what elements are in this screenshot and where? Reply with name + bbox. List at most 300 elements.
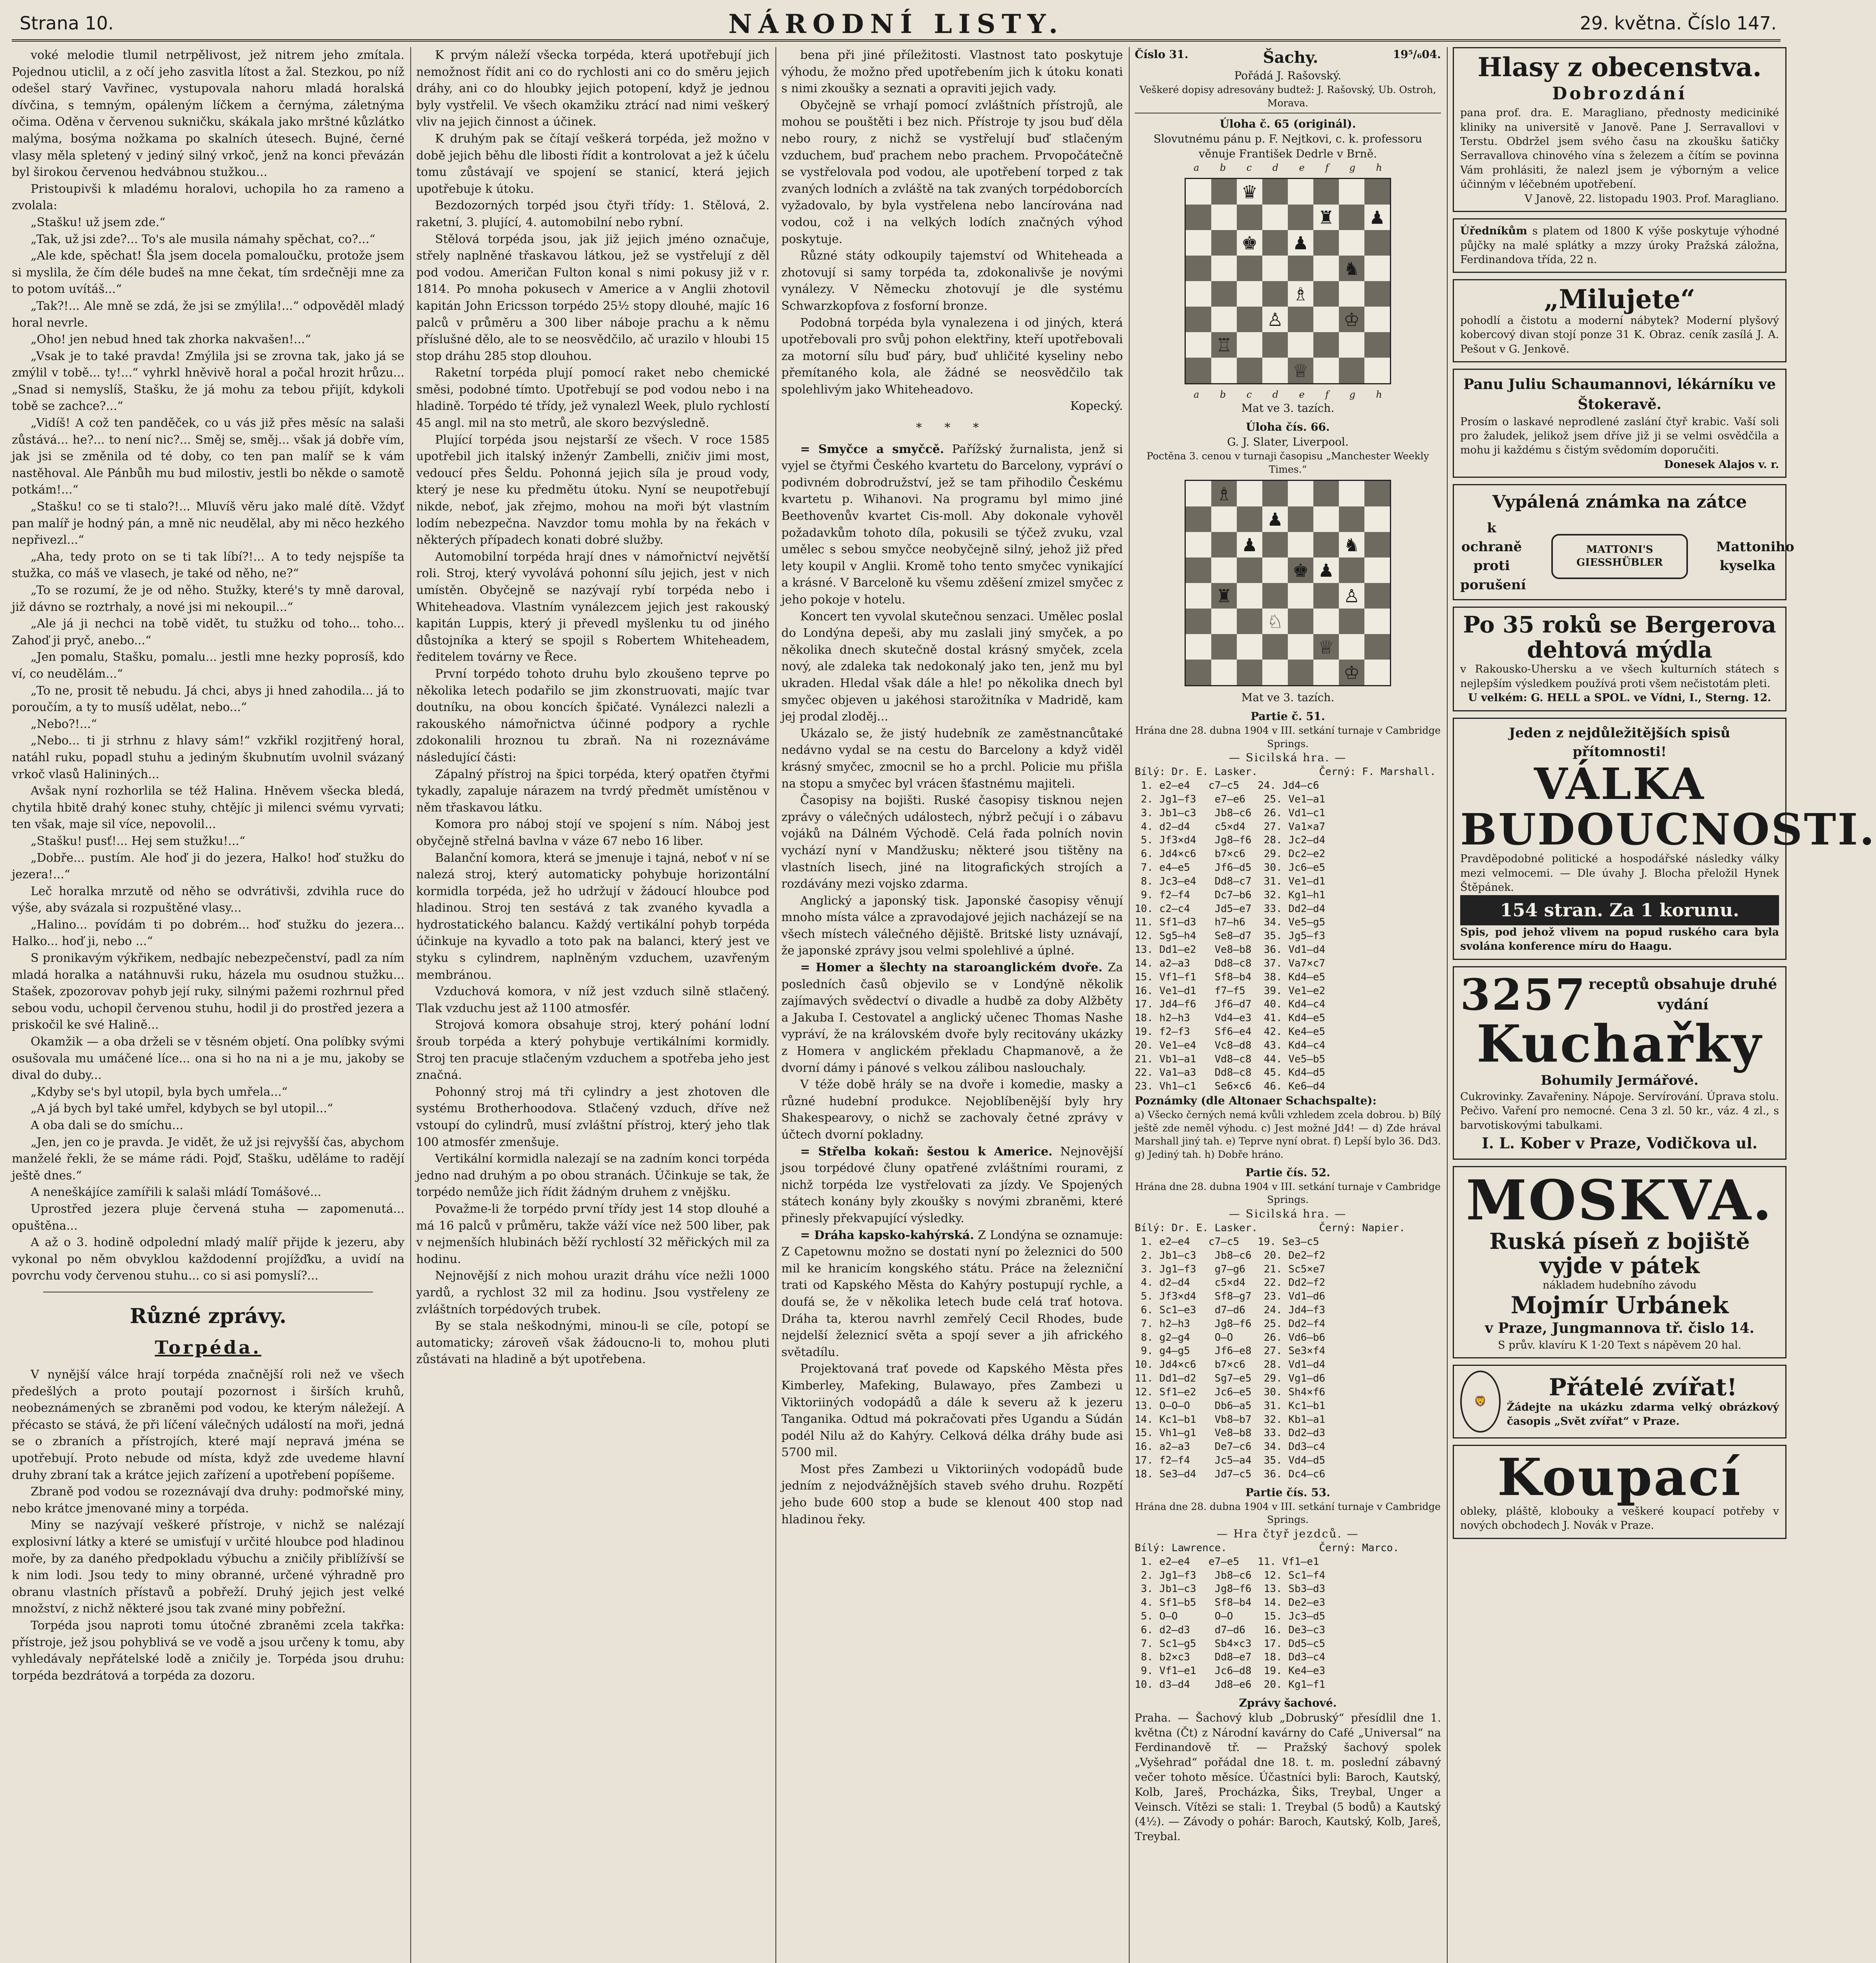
- board-square: [1262, 481, 1288, 506]
- article-paragraph: První torpédo tohoto druhu bylo zkoušeno teprve po několika letech podařilo se jim zkonstruovati, majíc tvar doutníku, na obou koncích špičaté. Vynálezci nalezli a rakouského námořnictva účinné podpory a rychle zdokonalili hroznou tu zbraň. Na ni rozeznáváme následující části:: [416, 667, 770, 764]
- article-paragraph: Stělová torpéda jsou, jak již jejich jméno označuje, střely naplněné třaskavou látkou, jež se vystřelují z děl pod vodou. Američan Fulton konal s nimi pokusy již v r. 1814. Po mnoha pokusech v Americe a v Anglii zhotovil kapitán John Ericsson torpédo 25½ stopy dlouhé, majíc 16 palců v průměru a 300 liber náboje prachu a k němu příslušné dělo, ale to se neosvědčilo, ač urazilo v hloubi 15 stop dráhu 285 stop dlouhou.: [416, 232, 770, 363]
- article-heading: Torpéda.: [155, 1336, 261, 1358]
- board-file-label: d: [1272, 389, 1279, 400]
- section-heading: Různé zprávy.: [130, 1304, 287, 1328]
- board-square: [1313, 256, 1339, 281]
- game-players: Bílý: Dr. E. Lasker. Černý: F. Marshall.: [1135, 766, 1436, 778]
- game-opening: — Hra čtyř jezdců. —: [1216, 1527, 1359, 1541]
- board-square: [1288, 532, 1313, 557]
- chess-piece-icon: ♚: [1292, 559, 1309, 581]
- issue-date: 29. května. Číslo 147.: [1580, 13, 1777, 34]
- chess-piece-icon: ♟: [1292, 232, 1309, 254]
- story-paragraph: „Nebo?!...“: [31, 717, 97, 731]
- story-paragraph: „Dobře... pustím. Ale hoď ji do jezera, Halko! hoď stužku do jezera!...“: [12, 851, 404, 882]
- ad-pharmacy: Panu Juliu Schaumannovi, lékárníku ve Štokeravě. Prosím o laskavé neprodlené zaslání čtyř krabic. Vaší soli pro žaludek, jelikož jsem dříve již ji se velmi osvědčila a mohu ji každému s čistým svědomím doporučiti. Donesek Alajos v. r.: [1453, 369, 1786, 478]
- board-square: [1339, 481, 1364, 506]
- board-square: [1262, 634, 1288, 660]
- article-paragraph: Vertikální kormidla nalezají se na zadním konci torpéda jedno nad druhým a po obou stranách. Účinkuje se tak, že torpédo nemůže jich řídit žádným druhem z vnějšku.: [416, 1152, 770, 1199]
- game-moves: 1. e2—e4 c7—c5 24. Jd4—c6 2. Jg1—f3 e7—e6 25. Ve1—a1 3. Jb1—c3 Jb8—c6 26. Vd1—c1 4. d2—d4 c5×d4 27. Va1×a7 5. Jf3×d4 Jg8—f6 28. Jc2—d4 6. Jd4×c6 b7×c6 29. Dc2—e2 7. e4—e5 Jf6—d5 30. Jc6—e5 8. Jc3—e4 Dd8—c7 31. Ve1—d1 9. f2—f4 Dc7—b6 32. Kg1—h1 10. c2—c4 Jd5—e7 33. Dd2—d4 11. Sf1—d3 h7—h6 34. Ve5—g5 12. Sg5—h4 Se8—d7 35. Jg5—f3 13. Dd1—e2 Ve8—b8 36. Vd1—d4 14. a2—a3 Dd8—c8 37. Va7×c7 15. Vf1—f1 Sf8—b4 38. Kd4—e5 16. Ve1—d1 f7—f5 39. Ve1—e2 17. Jd4—f6 Jf6—d7 40. Kd4—c4 18. h2—h3 Vd4—e3 41. Kd4—e5 19. f2—f3 Sf6—e4 42. Ke4—e5 20. Ve1—e4 Vc8—d8 43. Kd4—c4 21. Vb1—a1 Vd8—c8 44. Ve5—b5 22. Va1—a3 Dd8—c8 45. Kd4—d5 23. Vh1—c1 Se6×c6 46. Ke6—d4: [1135, 780, 1326, 1093]
- board-square: [1288, 609, 1313, 634]
- chess-piece-icon: ♖: [1216, 334, 1232, 356]
- board-square: [1339, 332, 1364, 358]
- problem-title: Úloha č. 65 (originál).: [1220, 117, 1356, 131]
- news-item: = Dráha kapsko-kahýrská. Z Londýna se oznamuje: Z Capetownu možno se dostati nyní po železnici do 500 mil ke hranicím kongského státu. Práce na železniční trati od Kapského Města do Kahýry postupují rychle, a doufá se, že v několika letech bude celá trať hotova. Dráha ta, kterou navrhl zemřelý Cecil Rhodes, bude nejdelší železnicí světa a spojí sever a jih afrického světadílu.: [781, 1228, 1123, 1359]
- story-paragraph: „Stašku! už jsem zde.“: [31, 215, 166, 229]
- chess-piece-icon: ♟: [1241, 534, 1258, 556]
- column-rule: [1129, 47, 1130, 1963]
- story-paragraph: „Tak?!... Ale mně se zdá, že jsi se zmýlila!...“ odpověděl mladý horal nevrle.: [12, 299, 404, 330]
- story-paragraph: Leč horalka mrzutě od něho se odvrátivši, zdvihla ruce do výše, aby svázala si rozpuštěné vlasy...: [12, 884, 404, 915]
- story-paragraph: voké melodie tlumil netrpělivost, jež nitrem jeho zmítala. Pojednou uticlil, a z očí jeho zasvitla lítost a žal. Stezkou, po níž odešel starý Vavřinec, vystupovala nahoru mladá horalská dívčina, s temným, opáleným líčkem a černýma, záletnýma očima. Oděna v červenou sukničku, skákala jako mrštné kůzlátko malýma, bosýma nožkama po skalních útesech. Bujné, černé vlasy měla spletený v jediný silný vrkoč, jenž na konci převázán byl širokou červenou hedvábnou stužkou...: [12, 48, 404, 179]
- column-torpedoes: [416, 47, 770, 1963]
- board-square: [1313, 307, 1339, 332]
- board-square: [1186, 332, 1211, 358]
- chess-piece-icon: ♟: [1318, 559, 1335, 581]
- board-square: [1262, 358, 1288, 383]
- board-square: [1186, 583, 1211, 609]
- article-paragraph: Balanční komora, která se jmenuje i tajná, neboť v ní se nalezá stroj, který automaticky pohybuje horizontální kormidla torpéda, jež ho udržují v žádoucí hloubce pod hladinou. Stroj ten sestává z tak zvaného kyvadla a hydrostatického balancu. Každý vertikální pohyb torpéda účinkuje na kyvadlo a toto pak na balanci, který jest ve styku s cylindrem, naplněným vzduchem, uzavřeným membránou.: [416, 851, 770, 982]
- board-square: [1237, 256, 1262, 281]
- board-square: [1339, 256, 1364, 281]
- board-square: [1364, 179, 1390, 205]
- chess-piece-icon: ♜: [1318, 207, 1335, 228]
- story-paragraph: „Vsak je to také pravda! Zmýlila jsi se zrovna tak, jako já se zmýlil v tobě... ty!...“ vyhrkl hněvivě horal a počal hrozit hrůzu... „Snad si nemyslíš, Stašku, že já mohu za tebou přijít, kdykoli tobě se zachce?...“: [12, 349, 404, 413]
- board-square: [1262, 307, 1288, 332]
- board-square: [1211, 256, 1237, 281]
- article-paragraph: Komora pro náboj stojí ve spojení s ním. Náboj jest obyčejně střelná bavlna v váze 67 nebo 16 liber.: [416, 817, 770, 848]
- board-file-label: e: [1299, 389, 1305, 400]
- board-square: [1211, 557, 1237, 583]
- board-square: [1237, 609, 1262, 634]
- board-square: [1313, 358, 1339, 383]
- article-paragraph: Pohonný stroj má tři cylindry a jest zhotoven dle systému Brotherhoodova. Stlačený vzduch, dříve než vstoupí do cylindrů, musí zvláštní přístroj, který jeho tlak 100 atmosfér zmenšuje.: [416, 1085, 770, 1149]
- game-moves: 1. e2—e4 c7—c5 19. Se3—c5 2. Jb1—c3 Jb8—c6 20. De2—f2 3. Jg1—f3 g7—g6 21. Sc5×e7 4. d2—d4 c5×d4 22. Dd2—f2 5. Jf3×d4 Sf8—g7 23. Vd1—d6 6. Sc1—e3 d7—d6 24. Jd4—f3 7. h2—h3 Jg8—f6 25. Dd2—f4 8. g2—g4 O—O 26. Vd6—b6 9. g4—g5 Jf6—e8 27. Se3×f4 10. Jd4×c6 b7×c6 28. Vd1—d4 11. Dd1—d2 Sg7—e5 29. Vg1—d6 12. Sf1—e2 Jc6—e5 30. Sh4×f6 13. O—O—O Db6—a5 31. Kc1—b1 14. Kc1—b1 Vb8—b7 32. Kb1—a1 15. Vh1—g1 Ve8—b8 33. Dd2—d3 16. a2—a3 De7—c6 34. Dd3—c4 17. f2—f4 Jc5—a4 35. Vd4—d5 18. Se3—d4 Jd7—c5 36. Dc4—c6: [1135, 1236, 1326, 1480]
- board-square: [1339, 609, 1364, 634]
- board-square: [1262, 205, 1288, 230]
- board-file-label: a: [1194, 162, 1199, 173]
- board-square: [1211, 205, 1237, 230]
- board-square: [1364, 307, 1390, 332]
- board-square: [1313, 634, 1339, 660]
- ad-cookbook: 3257 receptů obsahuje druhé vydání Kuchařky Bohumily Jermářové. Cukrovinky. Zavařeniny. Nápoje. Servírování. Úprava stolu. Pečivo. Vaření pro nemocné. Cena 3 zl. 50 kr., váz. 4 zl., s barvotiskovými tabulkami. I. L. Kober v Praze, Vodičkova ul.: [1453, 966, 1786, 1160]
- article-paragraph: Torpéda jsou naproti tomu útočné zbraněmi zcela takřka: přístroje, jež jsou pohyblivá se ve vodě a jsou určeny k tomu, aby vyhledávaly nepřátelské lodě a zničily je. Torpéda jsou druhu: torpéda bezdrátová a torpéda za dozoru.: [12, 1618, 404, 1683]
- board-square: [1211, 532, 1237, 557]
- board-square: [1186, 506, 1211, 532]
- ad-mattoni: Vypálená známka na zátce k ochraně proti porušení MATTONI'S GIESSHÜBLER Mattoniho kyselka: [1453, 484, 1786, 600]
- board-square: [1262, 557, 1288, 583]
- board-square: [1186, 230, 1211, 256]
- board-square: [1237, 332, 1262, 358]
- story-paragraph: „Kdyby se's byl utopil, byla bych umřela...“: [31, 1085, 288, 1099]
- masthead-bar: [12, 7, 1781, 42]
- column-chess: [1135, 47, 1441, 1963]
- chess-piece-icon: ♔: [1343, 309, 1360, 330]
- board-square: [1339, 634, 1364, 660]
- news-heading: = Homer a šlechty na staroanglickém dvoře.: [800, 961, 1103, 975]
- board-square: [1211, 332, 1237, 358]
- news-heading: = Smyčce a smyčcě.: [800, 442, 944, 456]
- chess-editor: Pořádá J. Rašovský.: [1234, 69, 1342, 82]
- board-square: [1186, 281, 1211, 307]
- board-square: [1262, 179, 1288, 205]
- board-square: [1186, 557, 1211, 583]
- story-paragraph: „Ale já ji nechci na tobě vidět, tu stužku od toho... toho... Zahoď ji pryč, anebo...“: [12, 617, 404, 647]
- board-square: [1288, 332, 1313, 358]
- problem-note: Poctěna 3. cenou v turnaji časopisu „Manchester Weekly Times.“: [1146, 450, 1429, 475]
- board-square: [1237, 557, 1262, 583]
- board-square: [1237, 205, 1262, 230]
- board-square: [1288, 583, 1313, 609]
- board-square: [1339, 532, 1364, 557]
- board-square: [1237, 281, 1262, 307]
- story-paragraph: „Nebo... ti ji strhnu z hlavy sám!“ vzkřikl rozjitřený horal, natáhl ruku, popadl stuhu a jediným škubnutím uvolnil svázaný vrkoč vlasů Halininých...: [12, 734, 404, 781]
- board-square: [1186, 660, 1211, 685]
- board-square: [1288, 307, 1313, 332]
- article-paragraph: V nynější válce hrají torpéda značnější roli než ve všech předešlých a proto poutají pozornost i širších kruhů, neobeznámených se zbraněmi pod vodou, ke kterým náležejí. A přécasto se stává, že při líčení válečných událostí na moři, jedná se o zbraních a přístrojích, které mají nepravá jména se upotřebují. Proto nebude od místa, když zde uvedeme hlavní druhy zbraní tak a krátce jejich zařízení a upotřebení popíšeme.: [12, 1368, 404, 1482]
- news-item: Koncert ten vyvolal skutečnou senzaci. Umělec poslal do Londýna depeši, aby mu zaslali jiný smyček, a po několika dnech skutečně dostal krásný smyček, zcela nový, ale zdaleka tak nedokonalý jako ten, jenž mu byl ukraden. Hledal však dále a hle! po několika dnech byl smyčec objeven u jakéhosi starožitníka v Madridě, kam jej prodal zloděj...: [781, 609, 1123, 724]
- article-paragraph: Automobilní torpéda hrají dnes v námořnictví největší roli. Stroj, který vyvolává pohonní sílu jejich, jest v nich umístěn. Obyčejně se nazývají rybí torpéda nebo i Whiteheadova. Vlastním vynálezcem jejich jest rakouský kapitán Luppis, který ji převedl myšlenku tu od jiného důstojníka a který se spojil s Robertem Whiteheadem, ředitelem továrny ve Řece.: [416, 550, 770, 664]
- column-rule: [775, 47, 776, 1963]
- board-square: [1364, 660, 1390, 685]
- board-square: [1262, 332, 1288, 358]
- article-paragraph: Plující torpéda jsou nejstarší ze všech. V roce 1585 upotřebil jich italský inženýr Zambelli, zničiv jimi most, vedoucí přes Šeldu. Pohonná jejich síla je proud vody, který je nese ku předmětu útoku. Nyní se neupotřebují nikde, neboť, jak zřejmo, mohou na moři být vlastním lodím nebezpečna. Navzdor tomu mohla by na řekách v některých případech konati dobré služby.: [416, 433, 770, 547]
- board-square: [1237, 506, 1262, 532]
- article-paragraph: K druhým pak se čítají veškerá torpéda, jež možno v době jejich běhu dle libosti řídit a kontrolovat a jež k účelu tomu zůstávají ve spojení se stanicí, která jejich upotřebuje k útoku.: [416, 132, 770, 196]
- news-item: = Smyčce a smyčcě. Pařížský žurnalista, jenž si vyjel se čtyřmi Českého kvartetu do Barcelony, vypráví o podivném dobrodružství, jež se tam přihodilo Českému kvartetu p. Wihanovi. Na programu byl mimo jiné Beethovenův kvartet Cis-moll. Aby dokonale vyhověl požadavkům tohoto díla, pokusili se týčež zvuku, vzal umělec s sebou smyčce neobyčejně silný, jehož již před lety koupil v Anglii. Kromě toho tento smyčec vynikající a krásné. V Barceloně ku všemu zděšení zmizel smyčec z jeho pokoje v hotelu.: [781, 442, 1123, 607]
- board-square: [1313, 481, 1339, 506]
- board-square: [1237, 358, 1262, 383]
- news-item: Most přes Zambezi u Viktoriiných vodopádů bude jedním z nejodvážnějších staveb svého druhu. Rozpětí jeho bude 600 stop a bude se klenout 400 stop nad hladinou řeky.: [781, 1462, 1123, 1526]
- article-paragraph: Různé státy odkoupily tajemství od Whiteheada a zhotovují si samy torpéda ta, zdokonalivše je novými vynálezy. V Německu zhotovují je dle systému Schwarzkopfova z fosforní bronze.: [781, 249, 1123, 313]
- board-file-label: f: [1325, 162, 1329, 173]
- board-square: [1211, 230, 1237, 256]
- chess-piece-icon: ♘: [1267, 610, 1284, 632]
- news-item: Ukázalo se, že jistý hudebník ze zaměstnancůtaké nedávno vydal se na cestu do Barcelony a když viděl krásný smyčec, zmocnil se ho a prchl. Policie mu přišla na stopu a smyčec byl vrácen šťastnému majiteli.: [781, 726, 1123, 791]
- chess-piece-icon: ♛: [1241, 181, 1258, 203]
- chess-piece-icon: ♟: [1369, 207, 1386, 228]
- story-paragraph: „Stašku! co se ti stalo?!... Mluvíš věru jako malé dítě. Vždyť pan malíř je hodný pán, a mně nic neudělal, aby mi něco hezkého nepřivezl...“: [12, 500, 404, 547]
- board-square: [1186, 307, 1211, 332]
- story-paragraph: „Jen pomalu, Stašku, pomalu... jestli mne hezky poprosíš, kdo ví, co neudělám...“: [12, 650, 404, 681]
- board-square: [1339, 281, 1364, 307]
- story-paragraph: „Tak, už jsi zde?... To's ale musila námahy spěchat, co?...“: [31, 232, 375, 246]
- story-paragraph: Avšak nyní rozhorlila se též Halina. Hněvem všecka bledá, chytila hbitě drahý konec stuhy, chtějíc ji milenci svému vyrvati; ten však, maje sil více, nepovolil...: [12, 784, 404, 832]
- board-square: [1313, 205, 1339, 230]
- game-players: Bílý: Dr. E. Lasker. Černý: Napier.: [1135, 1222, 1405, 1234]
- news-heading: = Střelba kokaň: šestou k Americe.: [800, 1144, 1053, 1159]
- board-square: [1186, 634, 1211, 660]
- article-signature: Kopecký.: [1070, 399, 1123, 413]
- chess-piece-icon: ♔: [1343, 662, 1360, 683]
- article-paragraph: Vzduchová komora, v níž jest vzduch silně stlačený. Tlak vzduchu jest až 1100 atmosfér.: [416, 985, 770, 1015]
- board-file-label: b: [1220, 162, 1226, 173]
- chess-piece-icon: ♕: [1318, 636, 1335, 658]
- chess-piece-icon: ♟: [1267, 508, 1284, 530]
- board-square: [1186, 532, 1211, 557]
- board-square: [1364, 609, 1390, 634]
- newspaper-title: NÁRODNÍ LISTY.: [728, 9, 1064, 39]
- board-square: [1262, 506, 1288, 532]
- board-square: [1211, 506, 1237, 532]
- board-square: [1288, 557, 1313, 583]
- board-square: [1364, 634, 1390, 660]
- board-square: [1364, 583, 1390, 609]
- board-square: [1262, 532, 1288, 557]
- board-square: [1339, 230, 1364, 256]
- article-paragraph: Zbraně pod vodou se rozeznávají dva druhy: podmořské miny, nebo krátce jmenované miny a torpéda.: [12, 1485, 404, 1515]
- board-square: [1313, 332, 1339, 358]
- story-paragraph: „Vidíš! A což ten panděček, co u vás již přes měsíc na salaši zůstává... he?... to není nic?... Směj se, směj... však já dobře vím, jak jsi se změnila od té doby, co ten pan malíř se k vám nastěhoval. Ale Pánbůh mu bud milostiv, jestli bo někde o samotě potkám!...“: [12, 416, 404, 497]
- article-paragraph: bena při jiné příležitosti. Vlastnost tato poskytuje výhodu, že možno před upotřebením jich k útoku konati s nimi zkoušky a seznati a opraviti jejich vady.: [781, 48, 1123, 96]
- chess-piece-icon: ♚: [1241, 232, 1258, 254]
- board-square: [1364, 281, 1390, 307]
- problem-caption: Mat ve 3. tazích.: [1241, 402, 1335, 415]
- board-file-label: c: [1246, 162, 1252, 173]
- board-square: [1313, 532, 1339, 557]
- board-file-label: b: [1220, 389, 1226, 400]
- game-opening: — Sicilská hra. —: [1229, 751, 1347, 764]
- chess-board: [1185, 178, 1391, 384]
- board-square: [1339, 506, 1364, 532]
- story-paragraph: A neneškájíce zamířili k salaši mládí Tomášové...: [31, 1185, 322, 1199]
- board-square: [1262, 281, 1288, 307]
- board-square: [1237, 230, 1262, 256]
- story-paragraph: „A já bych byl také umřel, kdybych se byl utopil...“: [31, 1102, 333, 1116]
- board-file-label: h: [1376, 162, 1382, 173]
- ad-soap: Po 35 roků se Bergerova dehtová mýdla v Rakousko-Uhersku a ve všech kulturních státech s nejlepším výsledkem používá proti všem nečistotám pleti. U velkém: G. HELL a SPOL. ve Vídni, I., Sterng. 12.: [1453, 607, 1786, 711]
- board-square: [1313, 609, 1339, 634]
- game-title: Partie čís. 53.: [1245, 1486, 1330, 1499]
- board-square: [1313, 506, 1339, 532]
- chess-piece-icon: ♙: [1267, 309, 1284, 330]
- board-square: [1288, 256, 1313, 281]
- problem-author: Slovutnému pánu p. F. Nejtkovi, c. k. professoru věnuje František Dedrle v Brně.: [1153, 132, 1423, 160]
- chess-piece-icon: ♜: [1216, 585, 1232, 607]
- ad-moskva: MOSKVA. Ruská píseň z bojiště vyjde v pátek nákladem hudebního závodu Mojmír Urbánek v Praze, Jungmannova tř. čislo 14. S prův. klavíru K 1·20 Text s nápěvem 20 hal.: [1453, 1166, 1786, 1358]
- board-square: [1339, 205, 1364, 230]
- chess-board: [1185, 480, 1391, 686]
- board-square: [1364, 532, 1390, 557]
- story-paragraph: S pronikavým výkřikem, nedbajíc nebezpečenství, padl za ním mladá horalka a natáhnuvši ruku, házela mu osudnou stužku... Stašek, zpozorovav pohyb její ruky, silnými pažemi rozhrnul před sebou vodu, uchopil červenou stuhu, hodil ji do prostřed jezera a priskočil ke své Halině...: [12, 951, 404, 1032]
- article-paragraph: Strojová komora obsahuje stroj, který pohání lodní šroub torpéda a který pohybuje vertikálními kormidly. Stroj ten pracuje stlačeným vzduchem a spotřeba jeho jest značná.: [416, 1018, 770, 1082]
- board-square: [1313, 230, 1339, 256]
- board-square: [1313, 179, 1339, 205]
- game-moves: 1. e2—e4 e7—e5 11. Vf1—e1 2. Jg1—f3 Jb8—c6 12. Sc1—f4 3. Jb1—c3 Jg8—f6 13. Sb3—d3 4. Sf1—b5 Sf8—b4 14. De2—e3 5. O—O O—O 15. Jc3—d5 6. d2—d3 d7—d6 16. De3—c3 7. Sc1—g5 Sb4×c3 17. Dd5—c5 8. b2×c3 Dd8—e7 18. Dd3—c4 9. Vf1—e1 Jc6—d8 19. Ke4—e3 10. d3—d4 Jd8—e6 20. Kg1—f1: [1135, 1555, 1326, 1691]
- board-file-label: g: [1349, 162, 1355, 173]
- board-square: [1262, 256, 1288, 281]
- mattoni-label-icon: MATTONI'S GIESSHÜBLER: [1551, 534, 1688, 579]
- board-square: [1237, 660, 1262, 685]
- board-square: [1237, 634, 1262, 660]
- chess-address: Veškeré dopisy adresovány budtež: J. Rašovský, Ub. Ostroh, Morava.: [1139, 84, 1436, 109]
- game-info: Hrána dne 28. dubna 1904 v III. setkání turnaje v Cambridge Springs.: [1135, 1181, 1441, 1206]
- board-square: [1364, 358, 1390, 383]
- board-square: [1364, 481, 1390, 506]
- column-news: bena při jiné příležitosti. Vlastnost tato poskytuje výhodu, že možno před upotřebením jich k útoku konati s nimi zkoušky a seznati a opraviti jejich vady. Obyčejně se vrhají pomocí zvláštních přístrojů, ale mohou se pouštěti i bez nich. Přístroje ty jsou buď děla nebo roury, z nichž se vystřelují buď stlačeným vzduchem, buď prachem nebo prachem. Prvopočátečně se vystřelovala pod vodou, ale upotřebení torped z tak zvaných lodních a zvláště na tak zvaných torpédoborcích vyžadovalo, by byla vystřelena nebo lancírována nad vodou, což i na velkých lodích značných výhod poskytuje. Různé státy odkoupily tajemství od Whiteheada a zhotovují si samy torpéda ta, zdokonalivše je novými vynálezy. V Německu zhotovují je dle systému Schwarzkopfova z fosforní bronze. Podobná torpéda byla vynalezena i od jiných, která upotřebovali pro svůj pohon elektřiny, kteří upotřebovali za motorní sílu buď páry, buď uhličité kyseliny nebo přemítaného kola, ale žádné se neosvědčilo tak spolehlivým jako Whiteheadovo. Kopecký. * * * = Smyčce a smyčcě. Pařížský žurnalista, jenž si vyjel se čtyřmi Českého kvartetu do Barcelony, vypráví o podivném dobrodružství, jež se tam přihodilo Českému kvartetu p. Wihanovi. Na programu byl mimo jiné Beethovenův kvartet Cis-moll. Aby dokonale vyhověl požadavkům tohoto díla, pokusili se týčež zvuku, vzal umělec s sebou smyčce neobyčejně silný, jehož již před lety koupil v Anglii. Kromě toho tento smyčec vynikající a krásné. V Barceloně ku všemu zděšení zmizel smyčec z jeho pokoje v hotelu. Koncert ten vyvolal skutečnou senzaci. Umělec poslal do Londýna depeši, aby mu zaslali jiný smyček, a po několika dnech skutečně dostal krásný smyček, zcela nový, ale zdaleka tak nedokonalý jako ten, jenž mu byl ukraden. Hledal však dále a hle! po několika dnech byl smyčec objeven u jakéhosi starožitníka v Madridě, kam jej prodal zloděj... Ukázalo se, že jistý hudebník ze zaměstnancůtaké nedávno vydal se na cestu do Barcelony a když viděl krásný smyčec, zmocnil se ho a prchl. Policie mu přišla na stopu a smyčec byl vrácen šťastnému majiteli. Časopisy na bojišti. Ruské časopisy tisknou nejen zprávy o válečných událostech, nýbrž pečují i o zábavu vojáků na Dálném Východě. Celá řada polních novin vychází nyní v Mandžusku; některé jsou tištěny na vlastních lisech, jiné na litografických strojích a rozdávány mezi vojsko zdarma. Anglický a japonský tisk. Japonské časopisy věnují mnoho místa válce a zpravodajové jejich nacházejí se na všech místech válečného dějiště. Britské listy uznávají, že japonské zprávy jsou velmi spolehlivé a úplné. = Homer a šlechty na staroanglickém dvoře. Za posledních časů objevilo se v Londýně několik zajímavých svědectví o divadle a hudbě za doby Alžběty a Jakuba I. Cestovatel a anglický učenec Thomas Nashe vypráví, že na královském dvoře byly recitovány ukázky z Homera v anglickém překladu Chapmanově, a že dvorní dámy i pánové s velkou zálibou naslouchaly. V téže době hrály se na dvoře i komedie, masky a různé hudební produkce. Nejoblíbenější byly hry Shakespearovy, o nichž se zachovaly četné zprávy v účtech dvorní pokladny. = Střelba kokaň: šestou k Americe. Nejnovější jsou torpédové čluny opatřené zvláštními rourami, z nichž torpéda lze vystřelovati za jízdy. Ve Spojených státech konány byly zkoušky s novými zbraněmi, které přinesly překvapující výsledky. = Dráha kapsko-kahýrská. Z Londýna se oznamuje: Z Capetownu možno se dostati nyní po železnici do 500 mil ke hranicím kongského státu. Práce na železniční trati od Kapského Města do Kahýry postupují rychle, a doufá se, že v několika letech bude celá trať hotova. Dráha ta, kterou navrhl zemřelý Cecil Rhodes, bude nejdelší železnicí světa a spojí sever a jih afrického světadílu. Projektovaná trať povede od Kapského Města přes Kimberley, Mafeking, Bulawayo, přes Zambezi u Viktoriiných vodopádů a dále k severu až k jezeru Tanganika. Odtud má pokračovati přes Ugandu a Súdán podél Nilu až do Kahýry. Celková délka dráhy bude asi 5700 mil. Most přes Zambezi u Viktoriiných vodopádů bude jedním z nejodvážnějších staveb svého druhu. Rozpětí jeho bude 600 stop a bude se klenout 400 stop nad hladinou řeky.: [781, 47, 1123, 1963]
- board-square: [1339, 583, 1364, 609]
- ad-testimonial: Hlasy z obecenstva. Dobrozdání pana prof. dra. E. Maragliano, přednosty mediciniké kliniky na universitě v Janově. Pane J. Serravallovi v Terstu. Obdržel jsem svého času na zkoušku šatičky Serravallova chinového vína s železem a čítím se povinna Vám prohlásiti, že nalezl jsem je výborným a velice účinným v léčebném upotřebení. V Janově, 22. listopadu 1903. Prof. Maragliano.: [1453, 47, 1786, 212]
- story-paragraph: „Ale kde, spěchat! Šla jsem docela pomaloučku, protože jsem si myslila, že čím déle budeš na mne čekat, tím srdečněji mne za to potom uvítáš...“: [12, 249, 404, 296]
- story-paragraph: A až o 3. hodině odpolední mladý malíř přijde k jezeru, aby vykonal po něm obvyklou každodenní projížďku, a uvidí na povrchu vody červenou stuhu... co si asi pomyslí?...: [12, 1236, 404, 1283]
- chess-piece-icon: ♞: [1343, 534, 1360, 556]
- chess-news-title: Zprávy šachové.: [1239, 1696, 1337, 1709]
- story-paragraph: Uprostřed jezera pluje červená stuha — zapomenutá... opuštěna...: [12, 1202, 404, 1233]
- board-square: [1211, 358, 1237, 383]
- board-square: [1262, 230, 1288, 256]
- board-square: [1288, 660, 1313, 685]
- board-square: [1364, 230, 1390, 256]
- board-square: [1339, 557, 1364, 583]
- page-number: Strana 10.: [20, 13, 114, 34]
- board-square: [1364, 506, 1390, 532]
- article-paragraph: By se stala neškodnými, minou-li se cíle, potopí se automaticky; zároveň však žádoucno-li to, mohou pluti zůstávati na hladině a být upotřebena.: [416, 1319, 770, 1367]
- board-square: [1211, 281, 1237, 307]
- column-ads: [1453, 47, 1876, 1963]
- board-square: [1186, 481, 1211, 506]
- board-files: [1186, 161, 1390, 174]
- board-square: [1339, 358, 1364, 383]
- board-square: [1186, 205, 1211, 230]
- news-item: Časopisy na bojišti. Ruské časopisy tisknou nejen zprávy o válečných událostech, nýbrž pečují i o zábavu vojáků na Dálném Východě. Celá řada polních novin vychází nyní v Mandžusku; některé jsou tištěny na vlastních lisech, jiné na litografických strojích a rozdávány mezi vojsko zdarma.: [781, 793, 1123, 891]
- board-square: [1339, 179, 1364, 205]
- board-square: [1364, 332, 1390, 358]
- board-square: [1237, 179, 1262, 205]
- board-square: [1237, 583, 1262, 609]
- board-square: [1288, 481, 1313, 506]
- news-item: = Homer a šlechty na staroanglickém dvoře. Za posledních časů objevilo se v Londýně několik zajímavých svědectví o divadle a hudbě za doby Alžběty a Jakuba I. Cestovatel a anglický učenec Thomas Nashe vypráví, že na královském dvoře byly recitovány ukázky z Homera v anglickém překladu Chapmanově, a že dvorní dámy i pánové s velkou zálibou naslouchaly.: [781, 961, 1123, 1075]
- board-square: [1313, 660, 1339, 685]
- board-file-label: a: [1194, 389, 1199, 400]
- board-file-label: h: [1376, 389, 1382, 400]
- board-square: [1288, 506, 1313, 532]
- chess-piece-icon: ♗: [1292, 283, 1309, 305]
- board-square: [1211, 634, 1237, 660]
- chess-piece-icon: ♗: [1216, 483, 1232, 504]
- board-square: [1288, 281, 1313, 307]
- game-title: Partie čís. 52.: [1245, 1166, 1330, 1179]
- board-file-label: e: [1299, 162, 1305, 173]
- news-item: Projektovaná trať povede od Kapského Města přes Kimberley, Mafeking, Bulawayo, přes Zambezi u Viktoriiných vodopádů a dále k severu až k jezeru Tanganika. Odtud má pokračovati přes Ugandu a Súdán podél Nilu až do Kahýry. Celková délka dráhy bude asi 5700 mil.: [781, 1362, 1123, 1460]
- ad-animals: 🦁 Přátelé zvířat! Žádejte na ukázku zdarma velký obrázkový časopis „Svět zvířat“ v Praze.: [1453, 1365, 1786, 1438]
- board-files: [1186, 388, 1390, 401]
- chess-piece-icon: ♙: [1343, 585, 1360, 607]
- article-paragraph: Podobná torpéda byla vynalezena i od jiných, která upotřebovali pro svůj pohon elektřiny, kteří upotřebovali za motorní sílu buď páry, buď uhličité kyseliny nebo přemítaného kola, ale žádné se neosvědčilo tak spolehlivým jako Whiteheadovo.: [781, 316, 1123, 397]
- board-square: [1339, 307, 1364, 332]
- board-square: [1313, 583, 1339, 609]
- notes-title: Poznámky (dle Altonaer Schachspalte):: [1135, 1094, 1377, 1108]
- ad-swimwear: Koupací obleky, pláště, klobouky a veškeré koupací potřeby v nových obchodech J. Novák v Praze.: [1453, 1445, 1786, 1539]
- board-square: [1288, 230, 1313, 256]
- board-file-label: c: [1246, 389, 1252, 400]
- problem-author: G. J. Slater, Liverpool.: [1227, 435, 1349, 449]
- article-paragraph: Považme-li že torpédo první třídy jest 14 stop dlouhé a má 16 palců v průměru, takže váží více než 500 liber, pak v nejmenších hlubinách běží rychlostí 32 měřických mil za hodinu.: [416, 1202, 770, 1266]
- board-square: [1364, 256, 1390, 281]
- board-square: [1339, 660, 1364, 685]
- column-rule: [410, 47, 411, 1963]
- board-square: [1211, 583, 1237, 609]
- board-square: [1262, 583, 1288, 609]
- news-item: Anglický a japonský tisk. Japonské časopisy věnují mnoho místa válce a zpravodajové jejich nacházejí se na všech místech válečného dějiště. Britské listy uznávají, že japonské zprávy jsou velmi spolehlivé a úplné.: [781, 894, 1123, 958]
- game-title: Partie č. 51.: [1251, 710, 1325, 723]
- board-square: [1262, 609, 1288, 634]
- board-square: [1237, 481, 1262, 506]
- board-square: [1313, 557, 1339, 583]
- board-square: [1237, 307, 1262, 332]
- story-paragraph: „Aha, tedy proto on se ti tak líbí?!... A to tedy nejspíše ta stužka, co máš ve vlasech, je také od něho, ne?“: [12, 550, 404, 581]
- board-square: [1288, 358, 1313, 383]
- board-square: [1186, 609, 1211, 634]
- story-paragraph: „Stašku! pusť!... Hej sem stužku!...“: [31, 834, 245, 848]
- board-file-label: f: [1325, 389, 1329, 400]
- board-square: [1364, 205, 1390, 230]
- ad-book-war: Jeden z nejdůležitějších spisů přítomnosti! VÁLKA BUDOUCNOSTI. Pravděpodobné politické a hospodářské následky války mezi velmocemi. — Dle úvahy J. Blocha přeložil Hynek Štěpánek. 154 stran. Za 1 korunu. Spis, pod jehož vlivem na popud ruského cara byla svolána konference míru do Haagu.: [1453, 718, 1786, 960]
- board-square: [1364, 557, 1390, 583]
- column-story: [12, 47, 404, 1963]
- board-square: [1211, 179, 1237, 205]
- ad-loans: Úředníkům s platem od 1800 K výše poskytuje výhodné půjčky na malé splátky a mzzy úroky Pražská záložna, Ferdinandova třída, 22 n.: [1453, 218, 1786, 273]
- column-rule: [1447, 47, 1448, 1963]
- chess-header: Číslo 31. Šachy. 19⁵/₆04.: [1135, 48, 1441, 67]
- story-paragraph: „Oho! jen nebud hned tak zhorka nakvašen!...“: [31, 333, 311, 347]
- story-paragraph: „Jen, jen co je pravda. Je vidět, že už jsi rejvyšší čas, abychom manželé řekli, že se máme rádi. Pojď, Stašku, uděláme to radějí ještě dnes.“: [12, 1135, 404, 1183]
- board-file-label: d: [1272, 162, 1279, 173]
- game-info: Hrána dne 28. dubna 1904 v III. setkání turnaje v Cambridge Springs.: [1135, 724, 1441, 749]
- article-paragraph: Obyčejně se vrhají pomocí zvláštních přístrojů, ale mohou se pouštěti i bez nich. Přístroje ty jsou buď děla nebo roury, z nichž se vystřelují buď stlačeným vzduchem, buď prachem nebo prachem. Prvopočátečně se vystřelovala pod vodou, ale upotřebení torped z tak zvaných lodních a zvláště na tak zvaných torpédoborcích vyžadovalo, by byla vystřelena nebo lancírována nad vodou, což i na velkých lodích značných výhod poskytuje.: [781, 98, 1123, 246]
- chess-piece-icon: ♕: [1292, 360, 1309, 381]
- game-opening: — Sicilská hra. —: [1229, 1207, 1347, 1221]
- board-square: [1211, 307, 1237, 332]
- board-square: [1288, 205, 1313, 230]
- article-paragraph: Nejnovější z nich mohou urazit dráhu více nežli 1000 yardů, a rychlost 32 mil za hodinu. Jsou vystřeleny ze zvláštních torpédových trubek.: [416, 1269, 770, 1316]
- board-square: [1186, 179, 1211, 205]
- article-paragraph: K prvým náleží všecka torpéda, která upotřebují jich nemožnost řídit ani co do rychlosti ani co do směru jejich dráhy, ani co do hloubky jejich potopení, když je jednou byly vystřelil. Ve všech okamžiku ztrácí nad nimi veškerý vliv na jejich činnost a účinek.: [416, 48, 770, 129]
- board-file-label: g: [1349, 389, 1355, 400]
- article-paragraph: Zápalný přístroj na špici torpéda, který opatřen čtyřmi tykadly, zapaluje nárazem na tvrdý předmět umístěnou v něm třaskavou látku.: [416, 767, 770, 815]
- game-notes: a) Všecko černých nemá kvůli vzhledem zcela dobrou. b) Bílý ještě zde neměl výhodu. c) Jest možné Jd4! — d) Zde hrával Marshall jiný tah. e) Teprve nyní obrat. f) Lepší bylo 36. Dd3. g) Jediný tah. h) Dobře hráno.: [1135, 1109, 1441, 1161]
- game-info: Hrána dne 28. dubna 1904 v III. setkání turnaje v Cambridge Springs.: [1135, 1501, 1441, 1526]
- story-paragraph: Pristoupivši k mladému horalovi, uchopila ho za rameno a zvolala:: [12, 182, 404, 213]
- game-players: Bílý: Lawrence. Černý: Marco.: [1135, 1542, 1399, 1554]
- article-paragraph: Bezdozorných torpéd jsou čtyři třídy: 1. Stělová, 2. raketní, 3. plující, 4. automobilní nebo rybní.: [416, 199, 770, 229]
- ad-furniture: „Milujete“ pohodlí a čistotu a moderní nábytek? Moderní plyšový kobercový divan stojí ponze 31 K. Obraz. ceník zasílá J. A. Pešout v G. Jenkově.: [1453, 279, 1786, 362]
- chess-piece-icon: ♞: [1343, 258, 1360, 279]
- board-square: [1288, 634, 1313, 660]
- board-square: [1211, 481, 1237, 506]
- article-paragraph: Miny se nazývají veškeré přístroje, v nichž se nalézají explosivní látky a které se umisťují v určité hloubce pod hladinou moře, by za daného předpokladu výbuchu a zničily přiblížívší se k nim lodi. Jsou tedy to miny obranné, určené výhradně pro obranu vlastních přístavů a pobřeží. Druhý jejich jest velké množství, z nichž některé jsou tak zvané miny pobřežní.: [12, 1518, 404, 1616]
- board-square: [1211, 660, 1237, 685]
- board-square: [1313, 281, 1339, 307]
- story-paragraph: „To ne, prosit tě nebudu. Já chci, abys ji hned zahodila... já to poroučím, a ty to musíš udělat, nebo...“: [12, 684, 404, 715]
- chess-news: Praha. — Šachový klub „Dobruský“ přesídlil dne 1. května (Čt) z Národní kavárny do Café „Universal“ na Ferdinandově tř. — Pražský šachový spolek „Vyšehrad“ pořádal dne 18. t. m. poslední zábavný večer tohoto měsíce. Účastníci byli: Baroch, Kautský, Kolb, Jareš, Procházka, Šiks, Treybal, Unger a Veinsch. Vítězi se stali: 1. Treybal (5 bodů) a Kautský (4½). — Závody o pohár: Baroch, Kautský, Kolb, Jareš, Treybal.: [1135, 1711, 1441, 1843]
- board-square: [1186, 358, 1211, 383]
- story-paragraph: Okamžik — a oba drželi se v těsném objetí. Ona políbky svými osušovala mu umáčené líce... ona si ho na ni a je mu, jakoby se dival do duby...: [12, 1035, 404, 1082]
- article-paragraph: Raketní torpéda plují pomocí raket nebo chemické směsi, podobné tímto. Upotřebují se pod vodou nebo i na hladině. Torpédo té třídy, jež vynalezl Week, plulo rychlostí 45 angl. mil na sto metrů, ale skoro bezvýsledně.: [416, 366, 770, 430]
- board-square: [1237, 532, 1262, 557]
- news-heading: = Dráha kapsko-kahýrská.: [800, 1228, 974, 1242]
- board-square: [1262, 660, 1288, 685]
- problem-title: Úloha čís. 66.: [1246, 420, 1330, 434]
- news-item: V téže době hrály se na dvoře i komedie, masky a různé hudební produkce. Nejoblíbenější byly hry Shakespearovy, o nichž se zachovaly četné zprávy v účtech dvorní pokladny.: [781, 1078, 1123, 1142]
- lion-icon: 🦁: [1460, 1371, 1501, 1433]
- problem-caption: Mat ve 3. tazích.: [1241, 691, 1335, 704]
- board-square: [1288, 179, 1313, 205]
- news-item: = Střelba kokaň: šestou k Americe. Nejnovější jsou torpédové čluny opatřené zvláštními rourami, z nichž torpéda lze vystřelovati za jízdy. Ve Spojených státech konány byly zkoušky s novými zbraněmi, které přinesly překvapující výsledky.: [781, 1144, 1123, 1225]
- board-square: [1211, 609, 1237, 634]
- board-square: [1186, 256, 1211, 281]
- story-paragraph: „Halino... povídám ti po dobrém... hoď stužku do jezera... Halko... hoď ji, nebo ...“: [12, 918, 404, 949]
- story-paragraph: „To se rozumí, že je od něho. Stužky, které's ty mně daroval, již dávno se roztrhaly, a nové jsi mi nekoupil...“: [12, 583, 404, 614]
- story-paragraph: A oba dali se do smíchu...: [31, 1119, 183, 1132]
